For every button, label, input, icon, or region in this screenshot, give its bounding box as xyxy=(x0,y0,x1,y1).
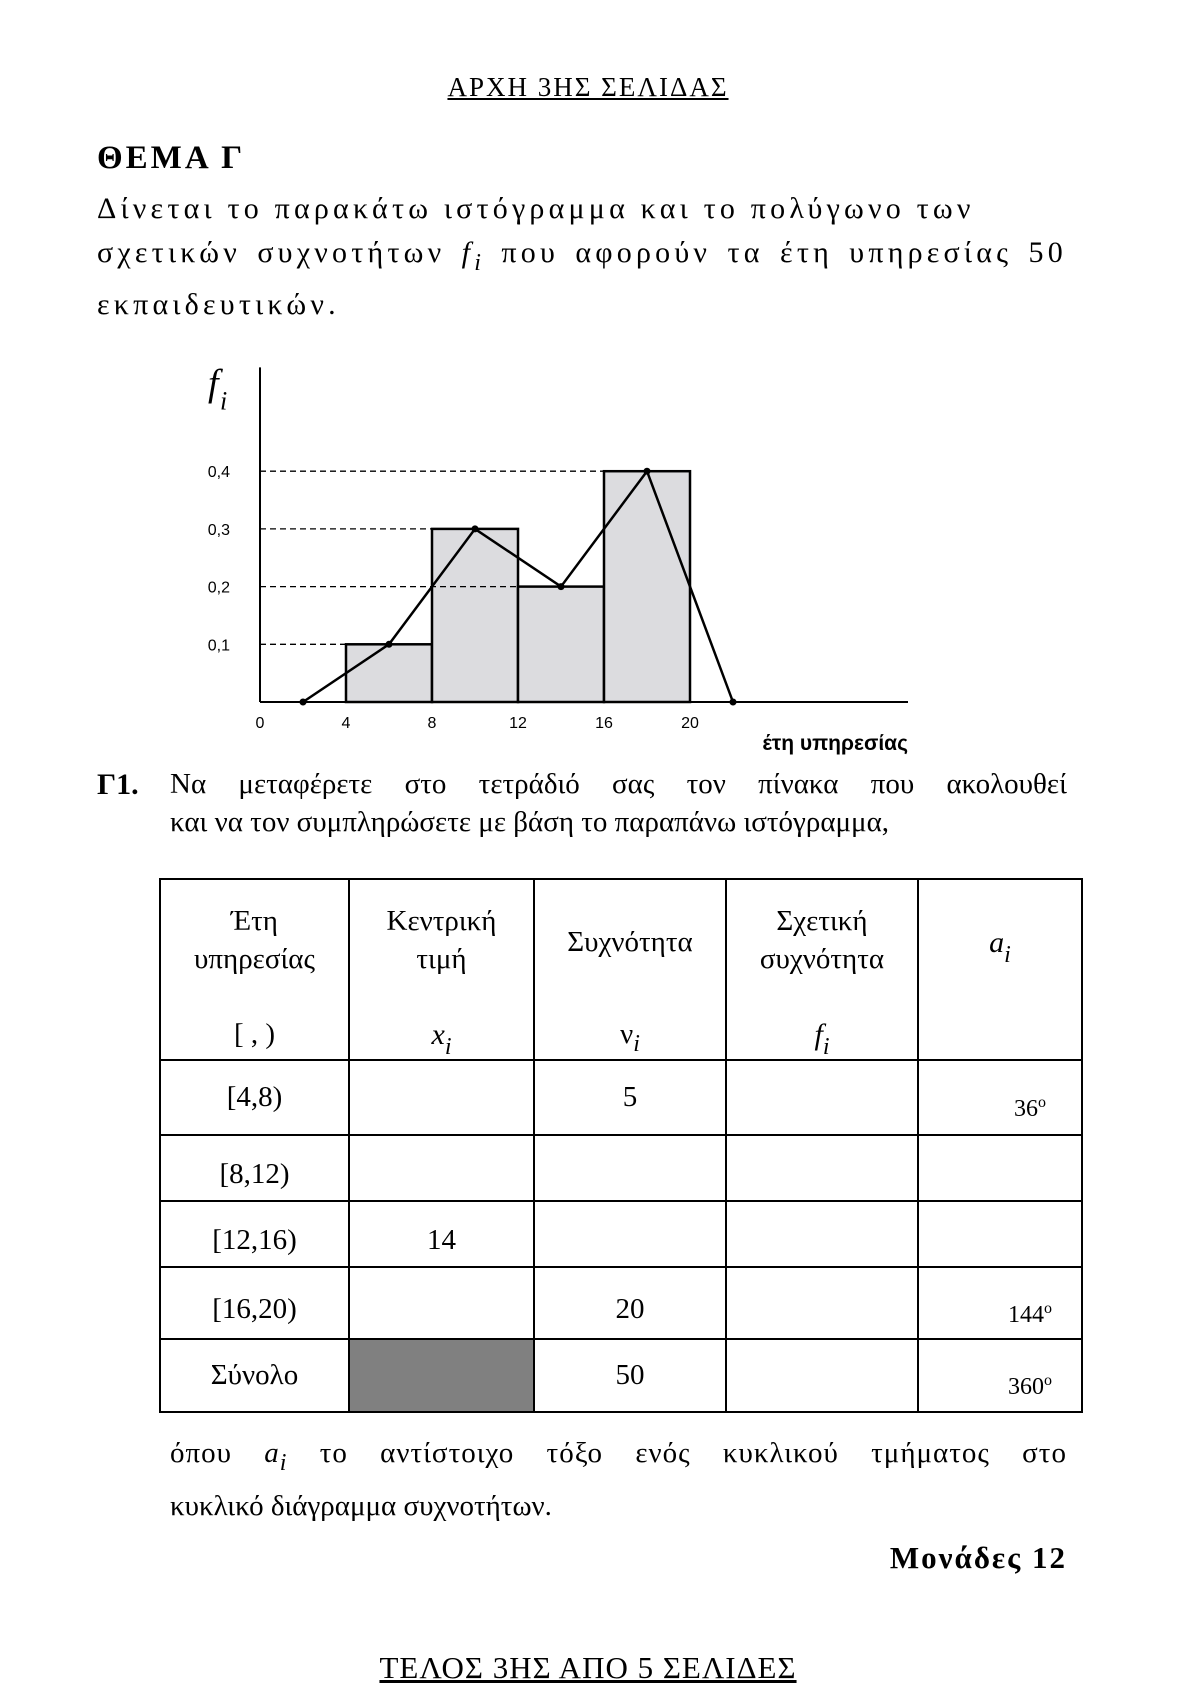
question-word: στο xyxy=(404,768,447,800)
intro-word: υπηρεσίας xyxy=(849,236,1013,269)
x-tick-label: 4 xyxy=(341,715,351,732)
y-tick-label: 0,3 xyxy=(207,521,230,539)
cell-interval: Σύνολο xyxy=(160,1339,349,1412)
frequency-table xyxy=(159,878,1083,1413)
histogram-bar xyxy=(346,644,432,702)
table-row xyxy=(160,1060,1082,1135)
intro-line-1: Δίνεται το παρακάτω ιστόγραμμα και το πολύγωνο των xyxy=(97,192,975,225)
cell-center xyxy=(349,1060,534,1135)
question-line-2: και να τον συμπληρώσετε με βάση το παραπάνω ιστόγραμμα, xyxy=(170,806,890,838)
cell-arc: 360$^o$ xyxy=(918,1339,1082,1412)
relative-frequency-symbol: $f_i$ xyxy=(461,236,486,276)
table-row xyxy=(160,1135,1082,1201)
x-tick-label: 0 xyxy=(255,715,265,732)
intro-word: τα xyxy=(727,236,764,269)
intro-line-2 xyxy=(97,236,1067,277)
y-tick-label: 0,4 xyxy=(207,464,230,482)
cell-relative-frequency xyxy=(726,1201,918,1267)
polygon-point xyxy=(644,468,651,475)
shaded-cell xyxy=(349,1339,534,1412)
histogram-bar xyxy=(604,471,690,702)
y-axis-label-subscript: i xyxy=(220,386,228,416)
intro-word: αφορούν xyxy=(575,236,712,269)
x-tick-label: 12 xyxy=(509,715,527,732)
cell-frequency: 5 xyxy=(534,1060,726,1135)
intro-word: έτη xyxy=(780,236,833,269)
cell-arc: 144$^o$ xyxy=(918,1267,1082,1339)
question-word: Να xyxy=(170,768,207,800)
cell-interval: [4,8) xyxy=(160,1060,349,1135)
cell-interval: [12,16) xyxy=(160,1201,349,1267)
x-tick-label: 16 xyxy=(595,715,613,732)
page-header: ΑΡΧΗ 3ΗΣ ΣΕΛΙΔΑΣ xyxy=(447,72,729,102)
cell-relative-frequency xyxy=(726,1060,918,1135)
page-footer: ΤΕΛΟΣ 3ΗΣ ΑΠΟ 5 ΣΕΛΙΔΕΣ xyxy=(379,1650,797,1685)
cell-arc: 36$^o$ xyxy=(918,1060,1082,1135)
question-word: που xyxy=(870,768,915,800)
polygon-point xyxy=(386,641,393,648)
intro-line-3: εκπαιδευτικών. xyxy=(97,288,340,321)
after-word: όπου xyxy=(170,1437,232,1469)
table-row xyxy=(160,1339,1082,1412)
cell-frequency xyxy=(534,1201,726,1267)
histogram-chart xyxy=(180,345,960,755)
y-axis-label: f xyxy=(208,362,219,405)
cell-relative-frequency xyxy=(726,1267,918,1339)
header-arc: $a_i$ xyxy=(918,879,1082,1060)
question-word: μεταφέρετε xyxy=(238,768,373,800)
cell-center xyxy=(349,1135,534,1201)
question-label: Γ1. xyxy=(97,768,139,801)
question-word: ακολουθεί xyxy=(946,768,1067,800)
cell-arc xyxy=(918,1201,1082,1267)
y-tick-label: 0,1 xyxy=(207,637,230,655)
after-table-line-2: κυκλικό διάγραμμα συχνοτήτων. xyxy=(170,1490,552,1522)
cell-interval: [16,20) xyxy=(160,1267,349,1339)
cell-frequency: 50 xyxy=(534,1339,726,1412)
after-word: ενός xyxy=(635,1437,691,1469)
cell-relative-frequency xyxy=(726,1339,918,1412)
after-word: το xyxy=(319,1437,348,1469)
table-row xyxy=(160,1267,1082,1339)
after-word: αντίστοιχο xyxy=(380,1437,515,1469)
polygon-point xyxy=(472,525,479,532)
y-tick-label: 0,2 xyxy=(207,579,230,597)
arc-symbol: $a_i$ xyxy=(264,1437,288,1476)
after-word: κυκλικού xyxy=(722,1437,839,1469)
histogram-bar xyxy=(518,587,604,702)
x-axis-label: έτη υπηρεσίας xyxy=(762,732,908,755)
x-tick-label: 20 xyxy=(681,715,699,732)
question-line-1 xyxy=(170,768,1067,801)
cell-arc xyxy=(918,1135,1082,1201)
header-center-value: Κεντρική τιμή $x_i$ xyxy=(349,879,534,1060)
cell-relative-frequency xyxy=(726,1135,918,1201)
x-tick-label: 8 xyxy=(427,715,437,732)
intro-word: σχετικών xyxy=(97,236,241,269)
header-years: Έτη υπηρεσίας [ , ) xyxy=(160,879,349,1060)
intro-word: 50 xyxy=(1028,236,1067,269)
table-header-row xyxy=(160,879,1082,1060)
question-word: τον xyxy=(686,768,726,800)
polygon-point xyxy=(730,699,737,706)
cell-center: 14 xyxy=(349,1201,534,1267)
after-word: τόξο xyxy=(546,1437,604,1469)
question-word: πίνακα xyxy=(758,768,839,800)
table-row xyxy=(160,1201,1082,1267)
after-word: στο xyxy=(1022,1437,1067,1469)
header-relative-frequency: Σχετική συχνότητα $f_i$ xyxy=(726,879,918,1060)
question-word: τετράδιό xyxy=(478,768,580,800)
cell-interval: [8,12) xyxy=(160,1135,349,1201)
cell-center xyxy=(349,1267,534,1339)
cell-frequency xyxy=(534,1135,726,1201)
after-word: τμήματος xyxy=(871,1437,990,1469)
histogram-bar xyxy=(432,529,518,702)
after-table-line-1 xyxy=(170,1437,1067,1477)
section-title: ΘΕΜΑ Γ xyxy=(97,140,246,176)
polygon-point xyxy=(300,699,307,706)
header-frequency: Συχνότητα $\nu_i$ xyxy=(534,879,726,1060)
units-label: Μονάδες 12 xyxy=(889,1540,1067,1575)
cell-frequency: 20 xyxy=(534,1267,726,1339)
question-word: σας xyxy=(612,768,655,800)
intro-word: συχνοτήτων xyxy=(257,236,446,269)
polygon-point xyxy=(558,583,565,590)
intro-word: που xyxy=(501,236,560,269)
